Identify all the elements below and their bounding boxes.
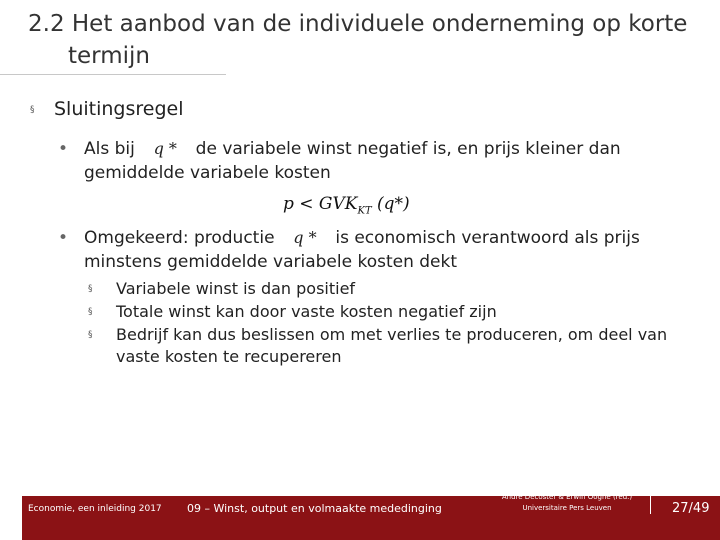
sub-bullet-text: Bedrijf kan dus beslissen om met verlies te produceren, om deel van vaste kosten te recupereren: [116, 325, 668, 366]
footer-bar: [22, 493, 720, 540]
math-q-star: q *: [293, 228, 317, 247]
page-number: 27/49: [672, 501, 710, 516]
bullet-text-before: Als bij: [84, 139, 135, 159]
section-marker-icon: §: [88, 330, 93, 340]
section-marker-icon: §: [88, 307, 93, 317]
section-marker-icon: §: [30, 105, 35, 115]
slide-title-line2: termijn: [68, 43, 150, 69]
footer-authors-line1: André Decoster & Erwin Ooghe (red.): [501, 493, 633, 501]
title-underline: [0, 74, 226, 75]
sub-bullet-text: Totale winst kan door vaste kosten negatief zijn: [116, 302, 497, 321]
slide-footer: [0, 486, 720, 540]
footer-book-title: Economie, een inleiding 2017: [28, 504, 162, 514]
sub-bullet-text: Variabele winst is dan positief: [116, 279, 356, 298]
formula-subscript: KT: [357, 205, 372, 217]
formula-shutdown-rule: [283, 194, 410, 216]
bullet-text-2: [84, 226, 684, 274]
formula-rhs: (q*): [377, 194, 410, 214]
bullet-text-after: de variabele winst negatief is, en prijs kleiner dan gemiddelde variabele kosten: [84, 139, 621, 183]
bullet-text-before: Omgekeerd: productie: [84, 228, 275, 248]
footer-divider: [650, 492, 651, 514]
math-q-star: q *: [153, 139, 177, 158]
slide-title: [28, 8, 708, 72]
level1-text: Sluitingsregel: [54, 98, 184, 120]
footer-publisher: Universitaire Pers Leuven: [522, 504, 612, 512]
bullet-text-after: is economisch verantwoord als prijs minstens gemiddelde variabele kosten dekt: [84, 228, 640, 272]
bullet-text-1: [84, 137, 684, 185]
footer-authors: [492, 492, 642, 514]
bullet-icon: •: [58, 139, 69, 159]
footer-chapter: 09 – Winst, output en volmaakte mededinging: [187, 502, 442, 515]
formula-lhs: p < GVK: [283, 194, 358, 214]
section-marker-icon: §: [88, 284, 93, 294]
bullet-icon: •: [58, 228, 69, 248]
slide-title-line1: 2.2 Het aanbod van de individuele onderneming op korte: [28, 11, 688, 37]
